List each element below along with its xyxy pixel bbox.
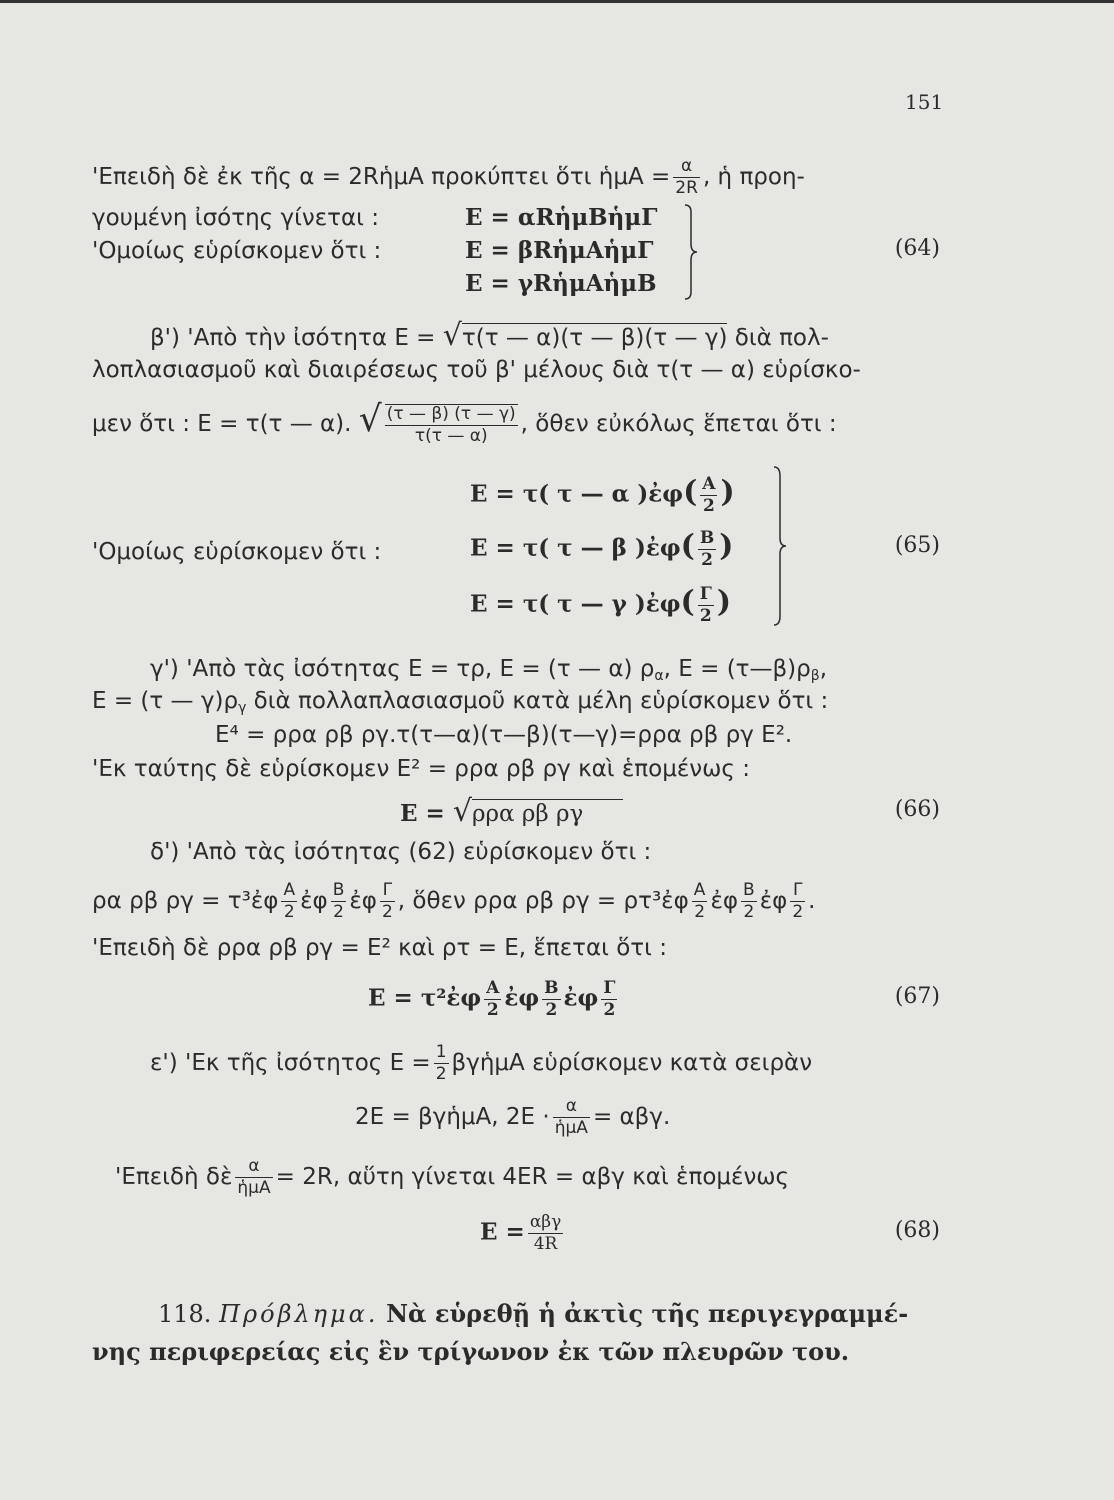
equation: E = √ρρα ρβ ργ: [400, 798, 623, 828]
equation: E = αβγ 4R: [480, 1212, 562, 1254]
equation: E = γRἡμΑἡμΒ: [465, 270, 657, 297]
text-line: 'Εκ ταύτης δὲ εὑρίσκομεν E² = ρρα ρβ ργ καὶ ἑπομένως :: [92, 756, 750, 782]
equation: E = τ²ἐφ $\frac{A}{2}$ ἐφ $\frac{B}{2}$ ἐφ $\frac{\Gamma}{2}$: [368, 978, 616, 1020]
equation-number: (65): [894, 533, 940, 558]
equation: E = βRἡμΑἡμΓ: [465, 237, 654, 264]
text-line: 'Επειδὴ δὲ ρρα ρβ ργ = E² καὶ ρτ = E, ἕπεται ὅτι :: [92, 935, 667, 961]
text-line: λοπλασιασμοῦ καὶ διαιρέσεως τοῦ β' μέλους διὰ τ(τ — α) εὑρίσκο-: [92, 357, 861, 383]
text-line: γ') 'Απὸ τὰς ἰσότητας E = τρ, E = (τ — α) $\rho_\alpha$, $E = (\tau—\beta)\rho_\beta$,: [150, 656, 828, 684]
text-line: γουμένη ἰσότης γίνεται :: [92, 205, 379, 231]
equation-number: (66): [894, 797, 940, 822]
problem-heading: 118. Πρόβλημα. Νὰ εὑρεθῇ ἡ ἀκτὶς τῆς περιγεγραμμέ-: [158, 1299, 909, 1328]
text-line: β') 'Απὸ τὴν ἰσότητα E = √τ(τ — α)(τ — β)(τ — γ) διὰ πολ-: [150, 318, 829, 353]
equation-number: (64): [894, 236, 940, 261]
text-line: E = (τ — $\gamma)\rho_\gamma$ διὰ πολλαπλασιασμοῦ κατὰ μέλη εὑρίσκομεν ὅτι :: [92, 688, 829, 716]
equation-number: (68): [894, 1218, 940, 1243]
text-line: 'Ομοίως εὑρίσκομεν ὅτι :: [92, 238, 382, 264]
page-number: 151: [905, 90, 944, 114]
text-line: μεν ὅτι : E = τ(τ — α). √ $\frac{(\tau — \beta) (\tau — \gamma)}{\tau(\tau — \alpha)}$ , ὅθεν εὐκόλως ἕπεται ὅτι :: [92, 399, 837, 446]
equation: E = αRἡμΒἡμΓ: [465, 204, 658, 231]
top-border: [0, 0, 1114, 3]
text-line: δ') 'Απὸ τὰς ἰσότητας (62) εὑρίσκομεν ὅτι :: [150, 839, 652, 865]
problem-text: νης περιφερείας εἰς ἓν τρίγωνον ἐκ τῶν πλευρῶν του.: [92, 1337, 850, 1366]
fraction: $\frac{\alpha}{2R}$: [675, 156, 698, 198]
text-line: 'Επειδὴ δὲ ἐκ τῆς α = 2RἡμΑ προκύπτει ὅτι ἡμΑ = $\frac{\alpha}{2R}$ , ἡ προη-: [92, 156, 805, 198]
text-line: ε') 'Εκ τῆς ἰσότητος E = $\frac{1}{2}$ βγἡμΑ εὑρίσκομεν κατὰ σειρὰν: [150, 1042, 813, 1084]
text-line: 'Επειδὴ δὲ α ἡμΑ = 2R, αὕτη γίνεται 4ER = αβγ καὶ ἑπομένως: [115, 1156, 790, 1198]
text-line: ρα ρβ ργ = τ³ἐφ $\frac{A}{2}$ ἐφ $\frac{B}{2}$ ἐφ $\frac{\Gamma}{2}$ , ὅθεν ρρα ρβ ργ = ρτ³ἐφ $\frac{A}{2}$ ἐφ $\frac{B}{2}$ ἐφ $\frac{\Gamma}{2}$ .: [92, 880, 816, 922]
equation: E = τ( τ — α )ἐφ( $\frac{A}{2}$ ): [470, 474, 735, 516]
equation: E = τ( τ — γ )ἐφ( $\frac{\Gamma}{2}$ ): [470, 584, 732, 626]
fraction: $\frac{(\tau — \beta) (\tau — \gamma)}{\tau(\tau — \alpha)}$: [386, 404, 516, 446]
equation-number: (67): [894, 984, 940, 1009]
text-line: E⁴ = ρρα ρβ ργ.τ(τ—α)(τ—β)(τ—γ)=ρρα ρβ ργ E².: [215, 722, 793, 748]
text-line: 'Ομοίως εὑρίσκομεν ὅτι :: [92, 539, 382, 565]
right-brace: [772, 466, 788, 626]
equation: E = τ( τ — β )ἐφ( $\frac{B}{2}$ ): [470, 528, 734, 570]
right-brace: [683, 204, 699, 300]
text-line: 2E = βγἡμΑ, 2E · α ἡμΑ = αβγ.: [355, 1096, 671, 1138]
